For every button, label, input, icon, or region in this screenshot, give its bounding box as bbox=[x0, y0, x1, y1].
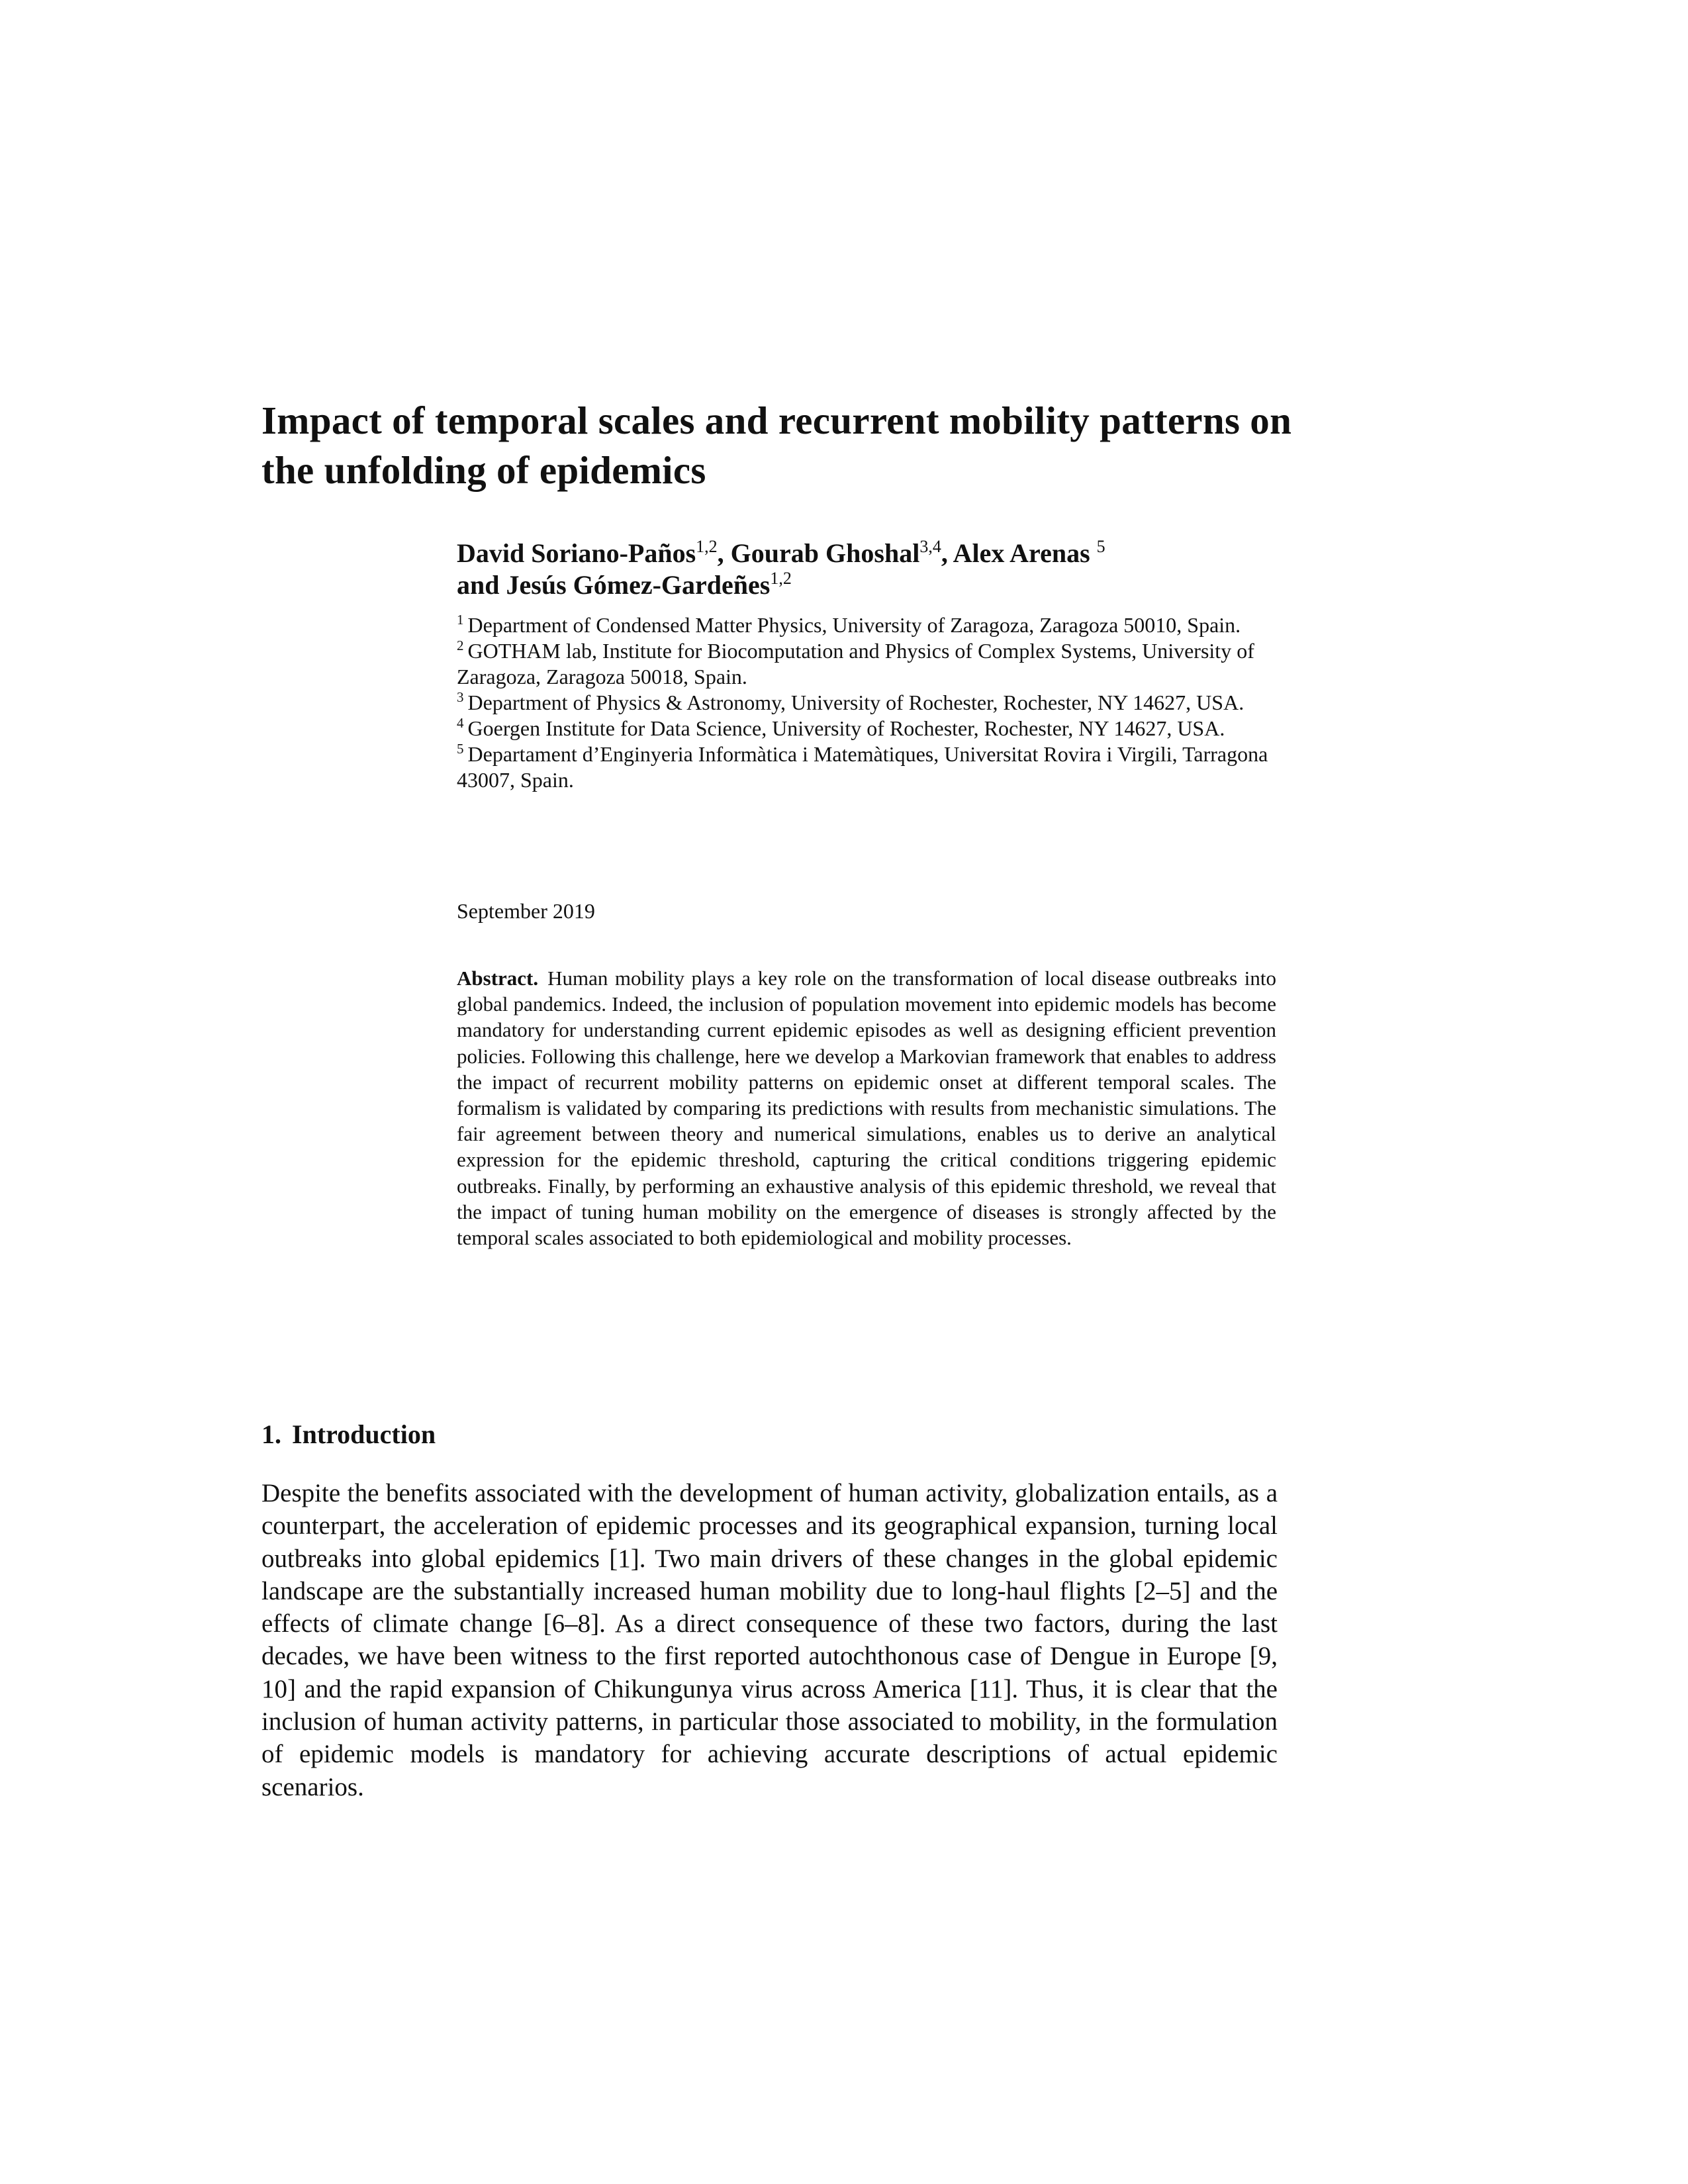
affiliation-text: Goergen Institute for Data Science, University of Rochester, Rochester, NY 14627, USA. bbox=[467, 716, 1225, 740]
affiliation-number: 1 bbox=[457, 612, 464, 628]
affiliation-number: 5 bbox=[457, 741, 464, 757]
affiliation-number: 4 bbox=[457, 715, 464, 731]
abstract-label: Abstract. bbox=[457, 967, 539, 990]
paper-title: Impact of temporal scales and recurrent mobility patterns on the unfolding of epidemics bbox=[261, 399, 1292, 492]
affiliation-text: GOTHAM lab, Institute for Biocomputation and Physics of Complex Systems, University of Zaragoza, Zaragoza 50018, Spain. bbox=[457, 639, 1254, 688]
section-title: Introduction bbox=[292, 1419, 436, 1449]
introduction-paragraph: Despite the benefits associated with the development of human activity, globalization entails, as a counterpart, the acceleration of epidemic processes and its geographical expansion, turning local outbreaks into global epidemics [1]. Two main drivers of these changes in the global epidemic landscape are the substantially increased human mobility due to long-haul flights [2–5] and the effects of climate change [6–8]. As a direct consequence of these two factors, during the last decades, we have been witness to the first reported autochthonous case of Dengue in Europe [9, 10] and the rapid expansion of Chikungunya virus across America [11]. Thus, it is clear that the inclusion of human activity patterns, in particular those associated to mobility, in the formulation of epidemic models is mandatory for achieving accurate descriptions of actual epidemic scenarios. bbox=[261, 1479, 1278, 1801]
affiliation-item bbox=[457, 638, 1284, 690]
author-affiliation-mark: 1,2 bbox=[696, 537, 718, 556]
affiliation-text: Departament d’Enginyeria Informàtica i Matemàtiques, Universitat Rovira i Virgili, Tarragona 43007, Spain. bbox=[457, 742, 1268, 792]
affiliation-number: 2 bbox=[457, 638, 464, 653]
affiliation-number: 3 bbox=[457, 689, 464, 705]
author-affiliation-mark: 1,2 bbox=[770, 569, 792, 588]
author-separator: , bbox=[717, 538, 731, 568]
affiliation-item bbox=[457, 716, 1284, 741]
affiliation-item bbox=[457, 741, 1284, 793]
author-name: Alex Arenas bbox=[953, 538, 1097, 568]
section-heading-introduction bbox=[261, 1419, 436, 1450]
author-name: Gourab Ghoshal bbox=[730, 538, 920, 568]
abstract bbox=[457, 965, 1276, 1251]
author-separator: and bbox=[457, 570, 506, 600]
author-name: David Soriano-Paños bbox=[457, 538, 696, 568]
publication-date: September 2019 bbox=[457, 899, 595, 923]
author-list bbox=[457, 538, 1291, 601]
affiliation-item bbox=[457, 690, 1284, 716]
author-name: Jesús Gómez-Gardeñes bbox=[506, 570, 771, 600]
author-affiliation-mark: 3,4 bbox=[919, 537, 941, 556]
abstract-text: Human mobility plays a key role on the transformation of local disease outbreaks into global pandemics. Indeed, the inclusion of population movement into epidemic models has become mandatory for understanding current epidemic episodes as well as designing efficient prevention policies. Following this challenge, here we develop a Markovian framework that enables to address the impact of recurrent mobility patterns on epidemic onset at different temporal scales. The formalism is validated by comparing its predictions with results from mechanistic simulations. The fair agreement between theory and numerical simulations, enables us to derive an analytical expression for the epidemic threshold, capturing the critical conditions triggering epidemic outbreaks. Finally, by performing an exhaustive analysis of this epidemic threshold, we reveal that the impact of tuning human mobility on the emergence of diseases is strongly affected by the temporal scales associated to both epidemiological and mobility processes. bbox=[457, 967, 1276, 1250]
affiliation-text: Department of Physics & Astronomy, University of Rochester, Rochester, NY 14627, USA. bbox=[467, 690, 1244, 714]
affiliation-list bbox=[457, 612, 1284, 793]
author-affiliation-mark: 5 bbox=[1096, 537, 1105, 556]
author-separator: , bbox=[941, 538, 953, 568]
affiliation-text: Department of Condensed Matter Physics, University of Zaragoza, Zaragoza 50010, Spain. bbox=[467, 613, 1241, 637]
section-number: 1. bbox=[261, 1419, 281, 1449]
affiliation-item bbox=[457, 612, 1284, 638]
